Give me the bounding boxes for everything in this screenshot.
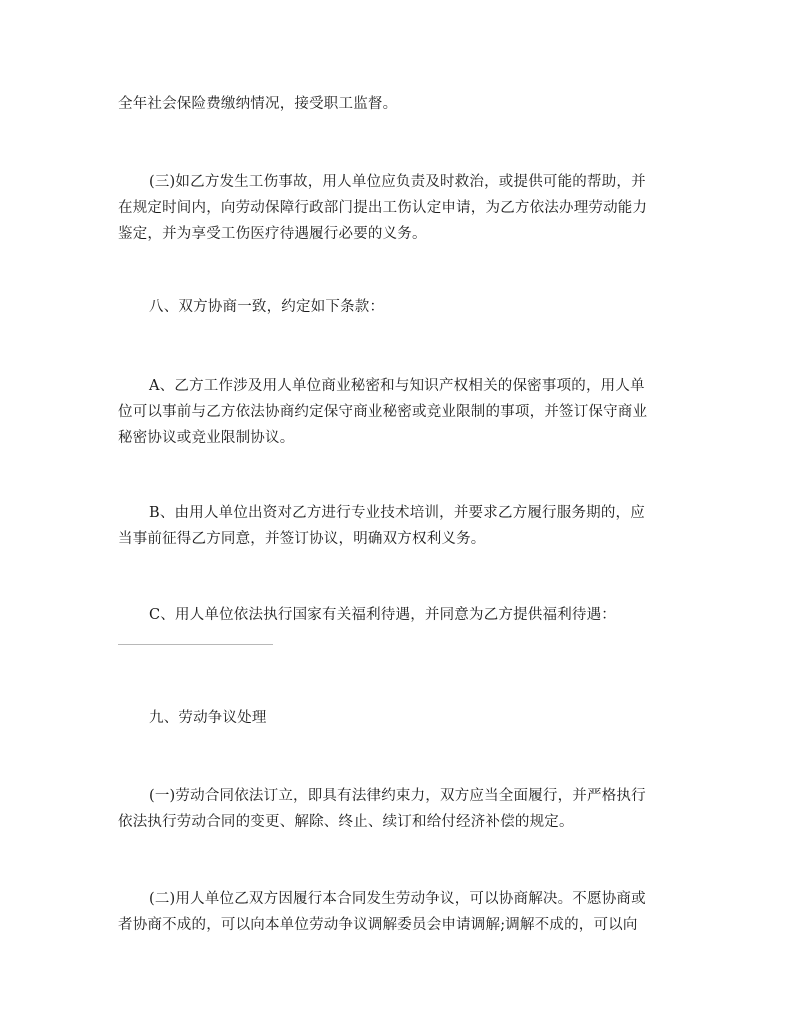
paragraph-clause-a — [118, 373, 690, 451]
text-line: 鉴定，并为享受工伤医疗待遇履行必要的义务。 — [118, 226, 427, 242]
text-line: A、乙方工作涉及用人单位商业秘密和与知识产权相关的保密事项的，用人单 — [149, 378, 645, 394]
paragraph-clause-b — [118, 500, 690, 552]
text-line: 九、劳动争议处理 — [149, 710, 267, 726]
section-heading-eight — [118, 294, 690, 320]
text-line: 八、双方协商一致，约定如下条款： — [149, 299, 385, 315]
text-line: 者协商不成的，可以向本单位劳动争议调解委员会申请调解;调解不成的，可以向 — [118, 917, 638, 933]
section-heading-nine — [118, 705, 690, 731]
text-line: (一)劳动合同依法订立，即具有法律约束力，双方应当全面履行，并严格执行 — [149, 788, 646, 804]
paragraph-dispute-one — [118, 783, 690, 835]
text-line: 在规定时间内，向劳动保障行政部门提出工伤认定申请，为乙方依法办理劳动能力 — [118, 200, 648, 216]
paragraph-dispute-two — [118, 886, 690, 938]
paragraph-work-injury — [118, 169, 690, 247]
text-line: 全年社会保险费缴纳情况，接受职工监督。 — [118, 96, 398, 112]
text-line: 位可以事前与乙方依法协商约定保守商业秘密或竞业限制的事项，并签订保守商业 — [118, 404, 648, 420]
text-line: 依法执行劳动合同的变更、解除、终止、续订和给付经济补偿的规定。 — [118, 814, 574, 830]
text-line: C、用人单位依法执行国家有关福利待遇，并同意为乙方提供福利待遇： — [149, 607, 616, 623]
paragraph-social-insurance — [118, 91, 690, 117]
paragraph-clause-c — [118, 602, 690, 628]
text-line: B、由用人单位出资对乙方进行专业技术培训，并要求乙方履行服务期的，应 — [149, 505, 645, 521]
text-line: (二)用人单位乙双方因履行本合同发生劳动争议，可以协商解决。不愿协商或 — [149, 891, 646, 907]
text-line: (三)如乙方发生工伤事故，用人单位应负责及时救治，或提供可能的帮助，并 — [149, 174, 646, 190]
text-line: 当事前征得乙方同意，并签订协议，明确双方权利义务。 — [118, 531, 486, 547]
text-line: 秘密协议或竞业限制协议。 — [118, 430, 295, 446]
horizontal-divider — [118, 644, 273, 645]
